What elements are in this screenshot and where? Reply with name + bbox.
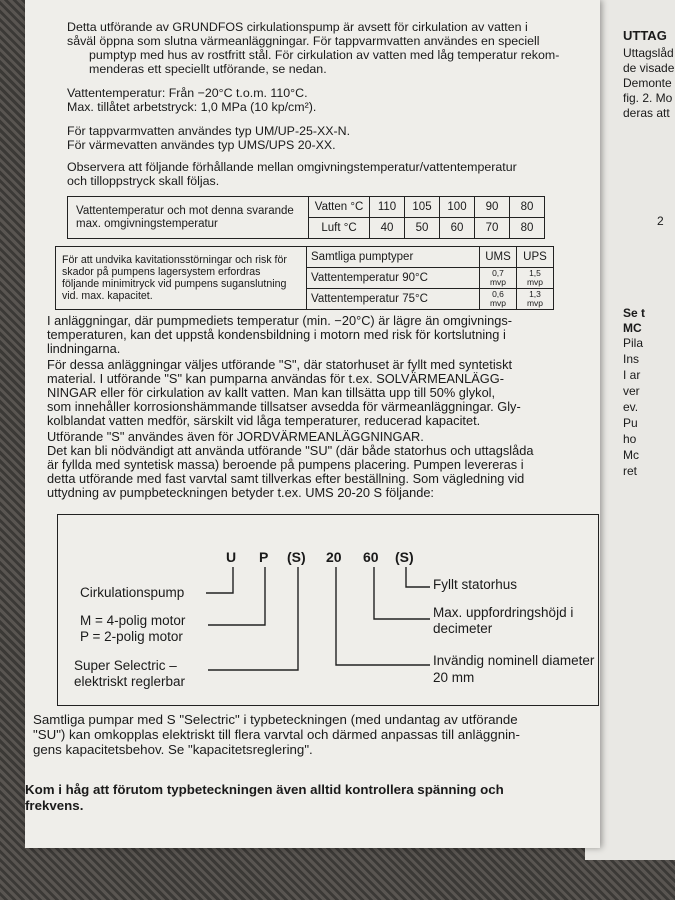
table-cell: 110	[370, 197, 405, 218]
text-line: är fyllda med syntetisk massa) beroende på pumpens placering. Pumpen levereras i	[47, 457, 524, 472]
heating-water-type: För värmevatten användes typ UMS/UPS 20-XX.	[67, 138, 336, 152]
designation-diagram	[57, 514, 599, 706]
text-line: temperaturen, kan det uppstå kondensbildning i motorn med risk för kortslutning i	[47, 327, 506, 342]
adjacent-heading: UTTAG	[623, 28, 667, 43]
adjacent-line: Uttagslåd	[623, 46, 674, 60]
adjacent-line: Demonte	[623, 76, 672, 90]
code-letter: (S)	[287, 549, 306, 565]
diagram-label-selectric: elektriskt reglerbar	[74, 674, 186, 689]
pressure-table	[55, 246, 554, 310]
tap-water-type: För tappvarmvatten användes typ UM/UP-25-XX-N.	[67, 124, 351, 138]
adjacent-line: I ar	[623, 368, 641, 382]
document-page	[25, 0, 600, 848]
text-line: pumptyp med hus av rostfritt stål. För cirkulation av vatten med låg temperatur rekom-	[89, 48, 560, 62]
text-line: frekvens.	[25, 798, 84, 813]
text-line: Observera att följande förhållande mellan omgivningstemperatur/vattentemperatur	[67, 160, 517, 174]
text-line: Det kan bli nödvändigt att använda utförande "SU" (där både statorhus och uttagslåda	[47, 443, 534, 458]
table-cell: 105	[405, 197, 440, 218]
diagram-label-diameter: 20 mm	[433, 670, 475, 685]
table-row-label: Vattentemperatur 75°C	[307, 289, 480, 310]
text-line: och tilloppstryck skall följas.	[67, 174, 220, 188]
condensation-paragraph	[47, 314, 597, 356]
diagram-label-diameter: Invändig nominell diameter	[433, 653, 595, 668]
table-cell: 40	[370, 218, 405, 239]
diagram-label-motor-m: M = 4-polig motor	[80, 613, 186, 628]
text-line: lindningarna.	[47, 341, 121, 356]
diagram-label-motor-p: P = 2-polig motor	[80, 629, 183, 644]
temperature-spec: Vattentemperatur: Från −20°C t.o.m. 110°C.	[67, 86, 308, 100]
s-variant-paragraph	[47, 358, 597, 428]
adjacent-lower-heading: Se t	[623, 306, 646, 320]
adjacent-line: ev.	[623, 400, 639, 414]
diagram-label-head: decimeter	[433, 621, 493, 636]
table-cell: 0,7 mvp	[480, 268, 517, 289]
text-line: Samtliga pumpar med S "Selectric" i typbeteckningen (med undantag av utförande	[33, 712, 518, 727]
spec-lines	[67, 86, 587, 114]
adjacent-line: fig. 2. Mo	[623, 91, 673, 105]
table-cell: 1,5 mvp	[517, 268, 554, 289]
table-row-label: Luft °C	[309, 218, 370, 239]
adjacent-line: Pu	[623, 416, 638, 430]
text-line: För dessa anläggningar väljes utförande "S", där statorhuset är fyllt med syntetiskt	[47, 357, 513, 372]
table-cell: 90	[475, 197, 510, 218]
text-line: uttydning av pumpbeteckningen betyder t.ex. UMS 20-20 S följande:	[47, 485, 434, 500]
text-line: menderas ett speciellt utförande, se nedan.	[89, 62, 327, 76]
temperature-table	[67, 196, 545, 239]
observe-note	[67, 160, 587, 188]
selectric-paragraph	[33, 712, 598, 757]
table-cell: 80	[510, 218, 545, 239]
table-row-label: Vatten °C	[309, 197, 370, 218]
su-variant-paragraph	[47, 430, 597, 500]
type-lines	[67, 124, 587, 152]
table-header: UMS	[480, 247, 517, 268]
code-letter: (S)	[395, 549, 414, 565]
text-line: Utförande "S" användes även för JORDVÄRMEANLÄGGNINGAR.	[47, 429, 424, 444]
table-header: UPS	[517, 247, 554, 268]
code-letter: 20	[326, 549, 342, 565]
adjacent-number: 2	[657, 214, 664, 228]
table-label: Vattentemperatur och mot denna svarande max. omgivningstemperatur	[68, 197, 309, 239]
adjacent-line: ho	[623, 432, 637, 446]
text-line: som innehåller korrosionshämmande tillsatser avsedda för värmeanläggningar. Gly-	[47, 399, 521, 414]
text-line: kolblandat vatten medför, särskilt vid låga temperaturer, reducerad kapacitet.	[47, 413, 481, 428]
table-cell: 100	[440, 197, 475, 218]
voltage-reminder	[25, 782, 595, 814]
text-line: NINGAR eller för cirkulation av kallt vatten. Man kan tillsätta upp till 50% glykol,	[47, 385, 496, 400]
diagram-label-head: Max. uppfordringshöjd i	[433, 605, 574, 620]
table-row-label: Vattentemperatur 90°C	[307, 268, 480, 289]
text-line: I anläggningar, där pumpmediets temperatur (min. −20°C) är lägre än omgivnings-	[47, 313, 512, 328]
table-cell: 50	[405, 218, 440, 239]
text-line: detta utförande med fast varvtal samt tillverkas efter beställning. Som vägledning vid	[47, 471, 525, 486]
table-cell: 70	[475, 218, 510, 239]
intro-paragraph	[67, 20, 587, 76]
adjacent-line: deras att	[623, 106, 670, 120]
text-line: Detta utförande av GRUNDFOS cirkulationspump är avsett för cirkulation av vatten i	[67, 20, 528, 34]
adjacent-line: ret	[623, 464, 638, 478]
diagram-label-filled: Fyllt statorhus	[433, 577, 518, 592]
table-cell: 60	[440, 218, 475, 239]
adjacent-line: ver	[623, 384, 640, 398]
pressure-spec: Max. tillåtet arbetstryck: 1,0 MPa (10 kp/cm²).	[67, 100, 317, 114]
code-letter: P	[259, 549, 269, 565]
table-cell: 0,6 mvp	[480, 289, 517, 310]
adjacent-line: Pila	[623, 336, 644, 350]
table-label: För att undvika kavitationsstörningar och risk för skador på pumpens lagersystem erfordras följande minimitryck vid pumpens suganslutning vid. max. kapacitet.	[56, 247, 307, 310]
adjacent-line: de visade	[623, 61, 675, 75]
adjacent-line: Ins	[623, 352, 640, 366]
diagram-label-selectric: Super Selectric –	[74, 658, 177, 673]
code-letter: U	[226, 549, 237, 565]
table-cell: 80	[510, 197, 545, 218]
text-line: såväl öppna som slutna värmeanläggningar. För tappvarmvatten användes en speciell	[67, 34, 540, 48]
table-header: Samtliga pumptyper	[307, 247, 480, 268]
diagram-label-pump: Cirkulationspump	[80, 585, 185, 600]
adjacent-line: Mc	[623, 448, 639, 462]
text-line: "SU") kan omkopplas elektriskt till flera varvtal och därmed anpassas till anläggnin-	[33, 727, 520, 742]
adjacent-lower-heading: MC	[623, 321, 642, 335]
table-cell: 1,3 mvp	[517, 289, 554, 310]
code-letter: 60	[363, 549, 379, 565]
text-line: material. I utförande "S" kan pumparna användas för t.ex. SOLVÄRMEANLÄGG-	[47, 371, 504, 386]
text-line: gens kapacitetsbehov. Se "kapacitetsreglering".	[33, 742, 313, 757]
text-line: Kom i håg att förutom typbeteckningen även alltid kontrollera spänning och	[25, 782, 504, 797]
